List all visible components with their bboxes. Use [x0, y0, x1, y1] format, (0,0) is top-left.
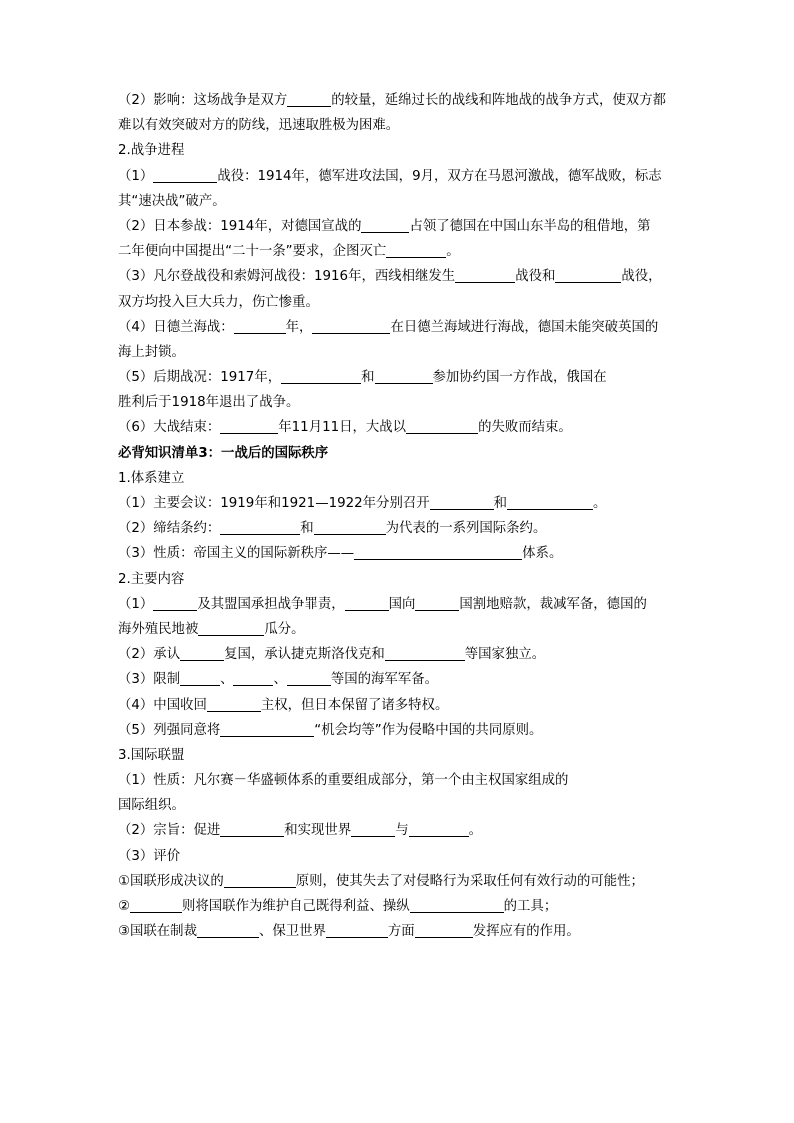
text-segment: 。	[468, 823, 482, 839]
text-line	[118, 543, 680, 565]
text-segment: 。	[446, 244, 460, 260]
fill-in-blank[interactable]	[233, 671, 273, 686]
fill-in-blank[interactable]	[326, 923, 388, 938]
fill-in-blank[interactable]	[555, 268, 621, 283]
text-segment: （3）限制	[118, 672, 181, 688]
fill-in-blank[interactable]	[430, 495, 494, 510]
text-segment: 方面	[387, 924, 415, 940]
text-segment: 在日德兰海域进行海战，德国未能突破英国的	[390, 319, 659, 335]
text-line	[118, 518, 680, 540]
fill-in-blank[interactable]	[220, 722, 314, 737]
fill-in-blank[interactable]	[207, 697, 261, 712]
text-segment: 原则，使其失去了对侵略行为采取任何有效行动的可能性；	[295, 873, 644, 889]
text-line	[118, 619, 680, 641]
text-segment: 和	[493, 496, 508, 511]
text-segment: （2）缔结条约：	[118, 521, 221, 537]
text-line	[118, 90, 680, 112]
fill-in-blank[interactable]	[287, 92, 331, 107]
text-line	[118, 770, 680, 792]
text-line	[118, 417, 680, 439]
text-segment: 和	[300, 521, 314, 537]
text-segment: （5）列强同意将	[118, 722, 221, 738]
text-segment: ②	[118, 899, 131, 914]
fill-in-blank[interactable]	[220, 520, 300, 535]
text-segment: （2）宗旨：促进	[118, 823, 221, 839]
text-line	[118, 216, 680, 238]
fill-in-blank[interactable]	[386, 243, 446, 258]
fill-in-blank[interactable]	[354, 545, 522, 560]
text-segment: 2.战争进程	[118, 143, 185, 159]
text-segment: “机会均等”作为侵略中国的共同原则。	[314, 722, 543, 738]
text-segment: ③国联在制裁	[118, 924, 197, 940]
text-segment: （1）性质：凡尔赛－华盛顿体系的重要组成部分，第一个由主权国家组成的	[118, 773, 569, 789]
text-segment: 战役和	[515, 269, 556, 285]
fill-in-blank[interactable]	[224, 873, 296, 888]
text-line	[118, 795, 680, 817]
section-heading	[118, 140, 680, 162]
text-line	[118, 342, 680, 364]
text-segment: （1）	[118, 596, 154, 612]
fill-in-blank[interactable]	[385, 646, 465, 661]
text-segment: 与	[395, 823, 409, 839]
text-segment: （1）主要会议：1919年和1921—1922年分别召开	[118, 496, 430, 511]
text-line	[118, 317, 680, 339]
text-segment: 等国家独立。	[464, 647, 546, 663]
text-segment: 参加协约国一方作战，俄国在	[432, 370, 607, 386]
fill-in-blank[interactable]	[287, 671, 331, 686]
fill-in-blank[interactable]	[153, 596, 197, 611]
fill-in-blank[interactable]	[314, 520, 386, 535]
text-segment: 战役，	[621, 269, 662, 285]
text-line	[118, 871, 680, 893]
text-segment: （3）评价	[118, 848, 181, 864]
text-segment: 的较量，延绵过长的战线和阵地战的战争方式，使双方都	[331, 93, 666, 108]
fill-in-blank[interactable]	[180, 671, 220, 686]
fill-in-blank[interactable]	[197, 923, 259, 938]
text-segment: 和实现世界	[284, 823, 352, 839]
text-segment: 胜利后于1918年退出了战争。	[118, 395, 300, 411]
text-segment: 国向	[388, 596, 416, 612]
text-segment: 体系。	[522, 546, 563, 562]
section-heading	[118, 569, 680, 591]
text-segment: 为代表的一系列国际条约。	[385, 521, 547, 537]
fill-in-blank[interactable]	[312, 319, 390, 334]
text-segment: 的失败而结束。	[478, 420, 572, 436]
text-segment: 国际组织。	[118, 798, 185, 814]
fill-in-blank[interactable]	[351, 822, 395, 837]
fill-in-blank[interactable]	[130, 898, 182, 913]
fill-in-blank[interactable]	[455, 268, 515, 283]
text-segment: 国割地赔款，裁减军备，德国的	[459, 596, 647, 612]
text-segment: 的工具；	[503, 899, 558, 914]
text-segment: 战役：1914年，德军进攻法国，9月，双方在马恩河激战，德军战败，标志	[217, 168, 662, 184]
text-segment: （2）承认	[118, 647, 181, 663]
text-line	[118, 896, 680, 918]
fill-in-blank[interactable]	[220, 822, 284, 837]
text-segment: 和	[361, 370, 375, 386]
text-line	[118, 669, 680, 691]
text-segment: 则将国联作为维护自己既得利益、操纵	[182, 899, 410, 914]
fill-in-blank[interactable]	[220, 419, 278, 434]
text-segment: 主权，但日本保留了诸多特权。	[260, 697, 449, 713]
text-segment: 海上封锁。	[118, 344, 185, 360]
text-line	[118, 367, 680, 389]
fill-in-blank[interactable]	[198, 621, 264, 636]
text-line	[118, 846, 680, 868]
text-segment: 、保卫世界	[258, 924, 326, 940]
fill-in-blank[interactable]	[415, 923, 473, 938]
text-segment: 2.主要内容	[118, 571, 185, 587]
text-line	[118, 720, 680, 742]
fill-in-blank[interactable]	[153, 168, 217, 183]
text-line	[118, 166, 680, 188]
section-heading	[118, 745, 680, 767]
fill-in-blank[interactable]	[345, 596, 389, 611]
text-line	[118, 695, 680, 717]
text-line	[118, 241, 680, 263]
text-segment: 年11月11日，大战以	[278, 420, 407, 436]
text-segment: 发挥应有的作用。	[472, 924, 580, 940]
text-segment: 。	[593, 496, 607, 511]
text-segment: （5）后期战况：1917年，	[118, 370, 282, 386]
text-line	[118, 191, 680, 213]
text-segment: 年，	[285, 319, 313, 335]
text-segment: 及其盟国承担战争罪责，	[197, 596, 345, 612]
text-line	[118, 921, 680, 943]
text-segment: 双方均投入巨大兵力，伤亡惨重。	[118, 294, 319, 310]
fill-in-blank[interactable]	[410, 898, 504, 913]
fill-in-blank[interactable]	[234, 319, 286, 334]
text-line	[118, 392, 680, 414]
text-segment: （3）凡尔登战役和索姆河战役：1916年，西线相继发生	[118, 269, 456, 285]
text-segment: 二年便向中国提出“二十一条”要求，企图灭亡	[118, 244, 387, 260]
text-line	[118, 292, 680, 314]
text-segment: 其“速决战”破产。	[118, 193, 226, 209]
text-segment: 瓜分。	[264, 621, 305, 637]
text-line	[118, 493, 680, 515]
fill-in-blank[interactable]	[361, 218, 409, 233]
fill-in-blank[interactable]	[375, 369, 433, 384]
text-segment: 必背知识清单3：一战后的国际秩序	[118, 445, 329, 461]
text-line	[118, 644, 680, 666]
section-title	[118, 443, 680, 465]
text-segment: ①国联形成决议的	[118, 873, 224, 889]
text-segment: （1）	[118, 168, 154, 184]
text-segment: 3.国际联盟	[118, 747, 185, 763]
text-segment: （2）影响：这场战争是双方	[118, 93, 288, 108]
fill-in-blank[interactable]	[406, 419, 478, 434]
fill-in-blank[interactable]	[180, 646, 224, 661]
text-segment: 复国，承认捷克斯洛伐克和	[224, 647, 385, 663]
text-segment: （6）大战结束：	[118, 420, 221, 436]
text-segment: （4）中国收回	[118, 697, 207, 713]
text-line	[118, 594, 680, 616]
text-line	[118, 115, 680, 137]
text-segment: 、	[273, 672, 287, 688]
text-segment: （3）性质：帝国主义的国际新秩序——	[118, 546, 355, 562]
text-line	[118, 820, 680, 842]
fill-in-blank[interactable]	[409, 822, 469, 837]
text-segment: 难以有效突破对方的防线，迅速取胜极为困难。	[118, 118, 400, 134]
text-segment: 占领了德国在中国山东半岛的租借地，第	[409, 218, 651, 234]
text-segment: 等国的海军军备。	[330, 672, 438, 688]
text-segment: 1.体系建立	[118, 470, 185, 486]
text-segment: （4）日德兰海战：	[118, 319, 234, 335]
fill-in-blank[interactable]	[415, 596, 459, 611]
text-line	[118, 266, 680, 288]
section-heading	[118, 468, 680, 490]
text-segment: （2）日本参战：1914年，对德国宣战的	[118, 218, 362, 234]
text-segment: 、	[220, 672, 234, 688]
text-segment: 海外殖民地被	[118, 621, 199, 637]
fill-in-blank[interactable]	[507, 495, 593, 510]
fill-in-blank[interactable]	[281, 369, 361, 384]
document-page	[118, 90, 680, 946]
